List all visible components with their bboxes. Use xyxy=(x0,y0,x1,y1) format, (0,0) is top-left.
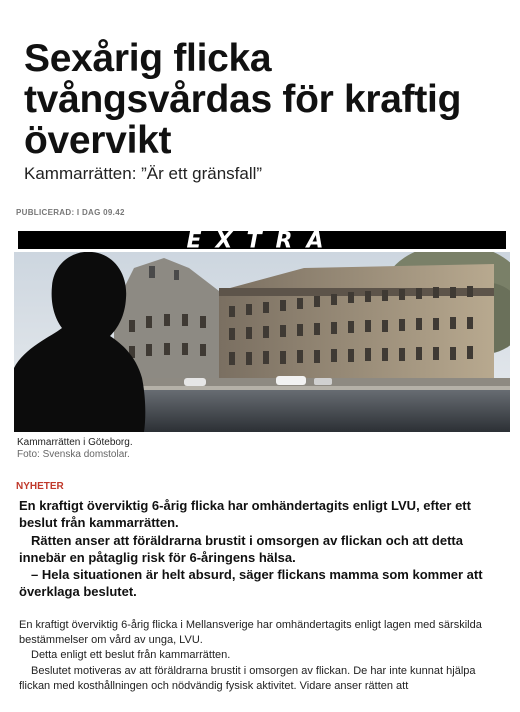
extra-banner-text: EXTRA xyxy=(186,228,338,254)
article-photo[interactable] xyxy=(14,228,510,432)
subheadline: Kammarrätten: ”Är ett gränsfall” xyxy=(24,164,263,183)
published-timestamp: PUBLICERAD: I DAG 09.42 xyxy=(16,208,125,217)
body-paragraph: Beslutet motiveras av att föräldrarna brustit i omsorgen av flickan. De har inte kunnat hjälpa flickan med kosthållningen och nödvändig fysisk aktivitet. Vidare anser rätten att xyxy=(19,664,476,692)
photo-caption: Kammarrätten i Göteborg. xyxy=(17,437,133,448)
article-lead xyxy=(19,497,509,601)
body-paragraph: Detta enligt ett beslut från kammarrätten. xyxy=(31,649,231,662)
photo-credit: Foto: Svenska domstolar. xyxy=(17,449,130,460)
lead-paragraph: – Hela situationen är helt absurd, säger flickans mamma som kommer att överklaga beslutet. xyxy=(19,567,483,600)
lead-paragraph: Rätten anser att föräldrarna brustit i omsorgen av flickan och att detta innebär en påtaglig risk för 6-åringens hälsa. xyxy=(19,532,463,565)
headline: Sexårig flicka tvångsvårdas för kraftig övervikt xyxy=(24,37,462,162)
lead-paragraph: En kraftigt överviktig 6-årig flicka har omhändertagits enligt LVU, efter ett beslut från kammarrätten. xyxy=(19,498,471,531)
article-body xyxy=(19,618,509,694)
body-paragraph: En kraftigt överviktig 6-årig flicka i Mellansverige har omhändertagits enligt lagen med särskilda bestämmelser om vård av unga, LVU. xyxy=(19,619,482,647)
section-label[interactable]: NYHETER xyxy=(16,481,64,492)
